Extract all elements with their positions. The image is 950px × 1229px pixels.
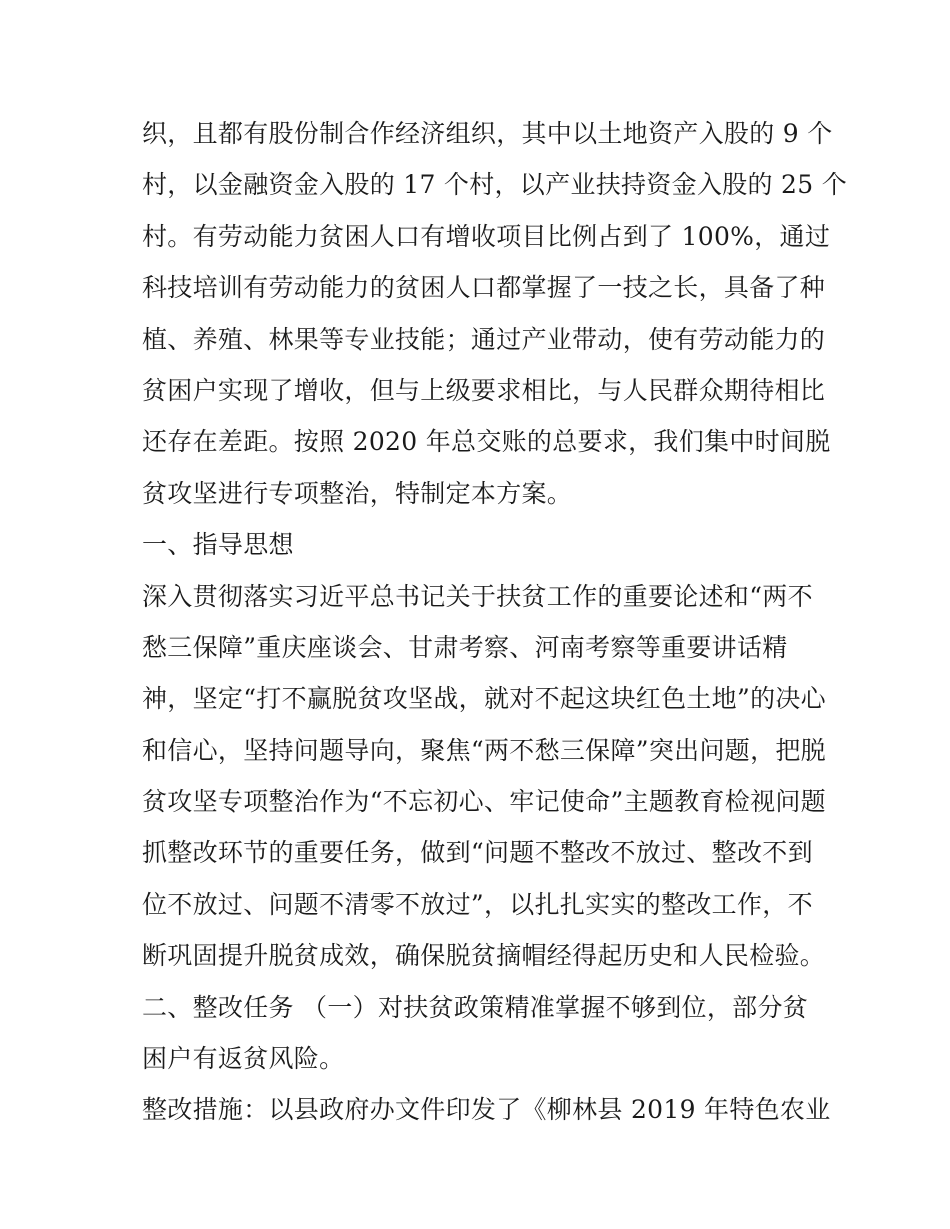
section-heading: 二、整改任务 （一）对扶贫政策精准掌握不够到位，部分贫 bbox=[142, 992, 809, 1022]
text-line: 抓整改环节的重要任务，做到“问题不整改不放过、整改不到 bbox=[142, 838, 813, 868]
text-line: 村，以金融资金入股的 17 个村，以产业扶持资金入股的 25 个 bbox=[142, 170, 848, 200]
text-line: 村。有劳动能力贫困人口有增收项目比例占到了 100%，通过 bbox=[142, 221, 831, 251]
text-line: 贫攻坚专项整治作为“不忘初心、牢记使命”主题教育检视问题 bbox=[142, 787, 826, 817]
section-heading: 一、指导思想 bbox=[142, 530, 294, 560]
text-line: 整改措施：以县政府办文件印发了《柳林县 2019 年特色农业 bbox=[142, 1095, 831, 1125]
document-body bbox=[142, 108, 848, 1136]
text-line: 神，坚定“打不赢脱贫攻坚战，就对不起这块红色土地”的决心 bbox=[142, 684, 826, 714]
text-line: 困户有返贫风险。 bbox=[142, 1044, 345, 1074]
text-line: 还存在差距。按照 2020 年总交账的总要求，我们集中时间脱 bbox=[142, 427, 831, 457]
text-line: 位不放过、问题不清零不放过”，以扎扎实实的整改工作，不 bbox=[142, 889, 813, 919]
text-line: 织，且都有股份制合作经济组织，其中以土地资产入股的 9 个 bbox=[142, 119, 833, 148]
text-line: 断巩固提升脱贫成效，确保脱贫摘帽经得起历史和人民检验。 bbox=[142, 941, 826, 971]
text-line: 和信心，坚持问题导向，聚焦“两不愁三保障”突出问题，把脱 bbox=[142, 735, 826, 765]
text-line: 科技培训有劳动能力的贫困人口都掌握了一技之长，具备了种 bbox=[142, 273, 826, 303]
text-line: 植、养殖、林果等专业技能；通过产业带动，使有劳动能力的 bbox=[142, 324, 826, 354]
text-line: 深入贯彻落实习近平总书记关于扶贫工作的重要论述和“两不 bbox=[142, 581, 813, 611]
text-line: 愁三保障”重庆座谈会、甘肃考察、河南考察等重要讲话精 bbox=[142, 632, 788, 662]
text-line: 贫攻坚进行专项整治，特制定本方案。 bbox=[142, 478, 573, 508]
text-line: 贫困户实现了增收，但与上级要求相比，与人民群众期待相比 bbox=[142, 375, 826, 405]
